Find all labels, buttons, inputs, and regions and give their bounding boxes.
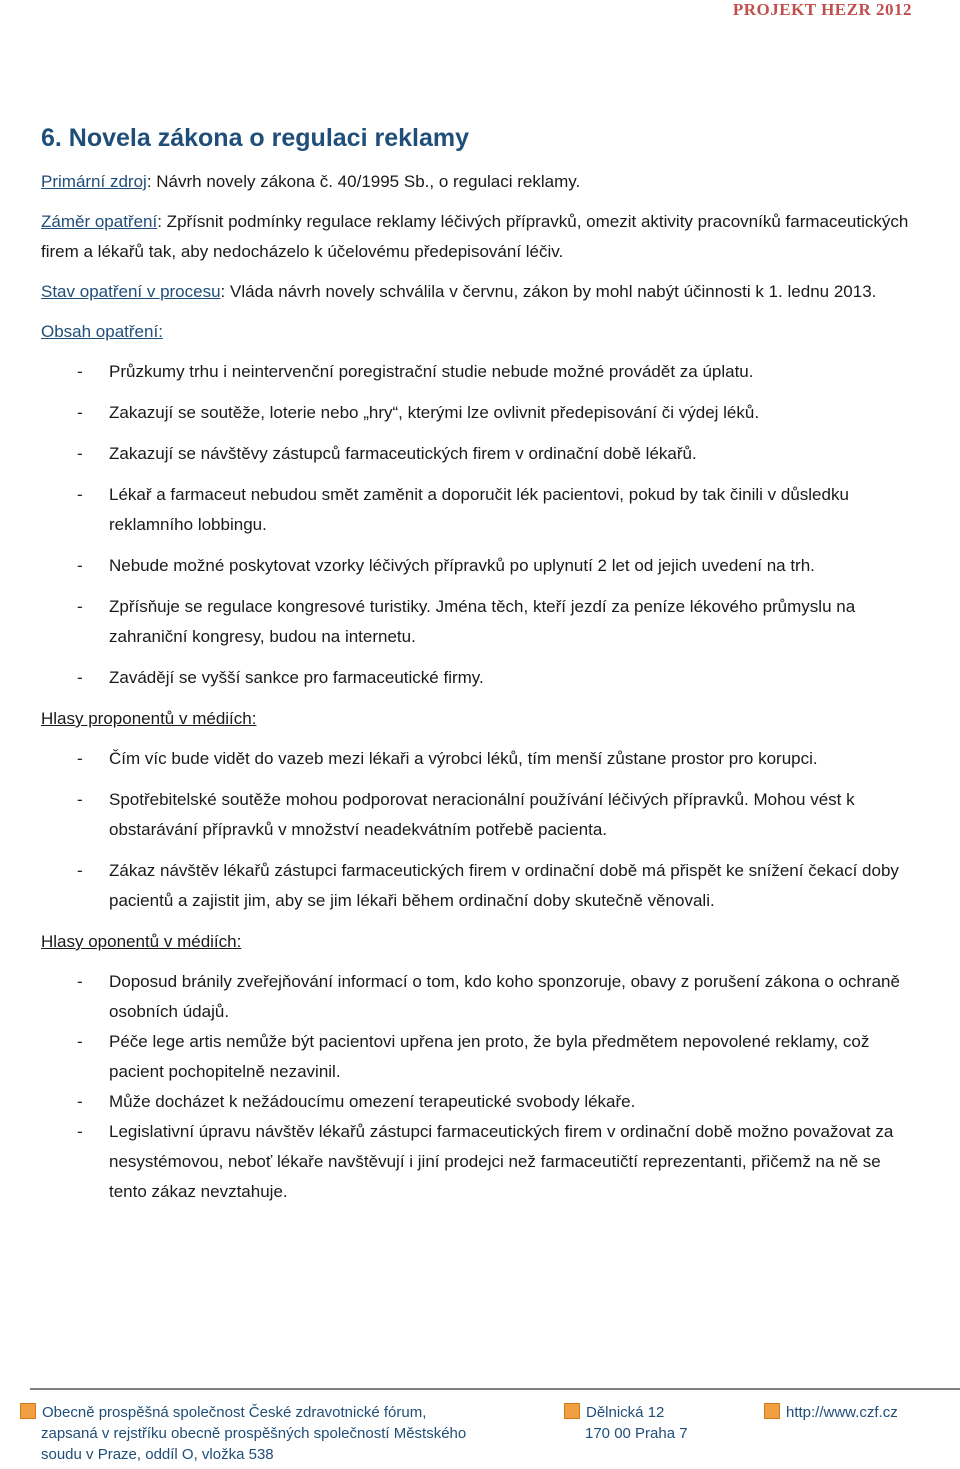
content-list [41,357,921,693]
list-item: - Zakazují se návštěvy zástupců farmaceutických firem v ordinační době lékařů. [41,439,921,469]
list-item: - Nebude možné poskytovat vzorky léčivých přípravků po uplynutí 2 let od jejich uvedení na trh. [41,551,921,581]
orange-square-icon [564,1403,580,1419]
footer-address-line2: 170 00 Praha 7 [585,1425,688,1442]
document-body [41,124,921,1217]
orange-square-icon [764,1403,780,1419]
status-paragraph [41,277,921,307]
intent-paragraph [41,207,921,267]
section-title: 6. Novela zákona o regulaci reklamy [41,124,469,152]
footer-org-line3: soudu v Praze, oddíl O, vložka 538 [41,1446,274,1463]
list-item: - Zakazují se soutěže, loterie nebo „hry“, kterými lze ovlivnit předepisování či výdej léků. [41,398,921,428]
list-item: - Zpřísňuje se regulace kongresové turistiky. Jména těch, kteří jezdí za peníze lékového průmyslu na zahraniční kongresy, budou na internetu. [41,592,921,652]
content-heading: Obsah opatření: [41,322,163,341]
website-link[interactable]: http://www.czf.cz [786,1404,898,1421]
footer-address-line1: Dělnická 12 [586,1404,665,1421]
proponents-list [41,744,921,916]
list-item: - Může docházet k nežádoucímu omezení terapeutické svobody lékaře. [41,1087,921,1117]
source-paragraph [41,167,921,197]
intent-label: Záměr opatření [41,212,158,231]
project-header: PROJEKT HEZR 2012 [732,0,912,19]
list-item: - Doposud bránily zveřejňování informací o tom, kdo koho sponzoruje, obavy z porušení zákona o ochraně osobních údajů. [41,967,921,1027]
opponents-heading: Hlasy oponentů v médiích: [41,932,242,951]
footer-org-line2: zapsaná v rejstříku obecně prospěšných společností Městského [41,1425,467,1442]
opponents-list [41,967,921,1207]
footer-address [564,1402,744,1444]
list-item: - Zákaz návštěv lékařů zástupci farmaceutických firem v ordinační době má přispět ke snížení čekací doby pacientů a zajistit jim, aby se jim lékaři během ordinační doby skutečně věnovali. [41,856,921,916]
list-item: - Průzkumy trhu i neintervenční poregistrační studie nebude možné provádět za úplatu. [41,357,921,387]
intent-text: : Zpřísnit podmínky regulace reklamy léčivých přípravků, omezit aktivity pracovníků farmaceutických firem a lékařů tak, aby nedocházelo k účelovému předepisování léčiv. [41,212,909,261]
footer-divider [30,1388,960,1390]
source-label: Primární zdroj [41,172,147,191]
orange-square-icon [20,1403,36,1419]
list-item: - Legislativní úpravu návštěv lékařů zástupci farmaceutických firem v ordinační době možno považovat za nesystémovou, neboť lékaře navštěvují i jiní prodejci než farmaceutičtí reprezentanti, přičemž na ně se tento zákaz nevztahuje. [41,1117,921,1207]
list-item: - Spotřebitelské soutěže mohou podporovat neracionální používání léčivých přípravků. Mohou vést k obstarávání přípravků v množství neadekvátním potřebě pacienta. [41,785,921,845]
list-item: - Zavádějí se vyšší sankce pro farmaceutické firmy. [41,663,921,693]
status-label: Stav opatření v procesu [41,282,221,301]
status-text: : Vláda návrh novely schválila v červnu, zákon by mohl nabýt účinnosti k 1. lednu 2013. [220,282,877,301]
footer-org-line1: Obecně prospěšná společnost České zdravotnické fórum, [42,1404,427,1421]
source-text: : Návrh novely zákona č. 40/1995 Sb., o regulaci reklamy. [146,172,581,191]
proponents-heading: Hlasy proponentů v médiích: [41,709,257,728]
list-item: - Péče lege artis nemůže být pacientovi upřena jen proto, že byla předmětem nepovolené reklamy, což pacient pochopitelně nezavinil. [41,1027,921,1087]
footer-website [764,1402,944,1423]
list-item: - Lékař a farmaceut nebudou smět zaměnit a doporučit lék pacientovi, pokud by tak činili v důsledku reklamního lobbingu. [41,480,921,540]
footer-organization [20,1402,540,1465]
list-item: - Čím víc bude vidět do vazeb mezi lékaři a výrobci léků, tím menší zůstane prostor pro korupci. [41,744,921,774]
